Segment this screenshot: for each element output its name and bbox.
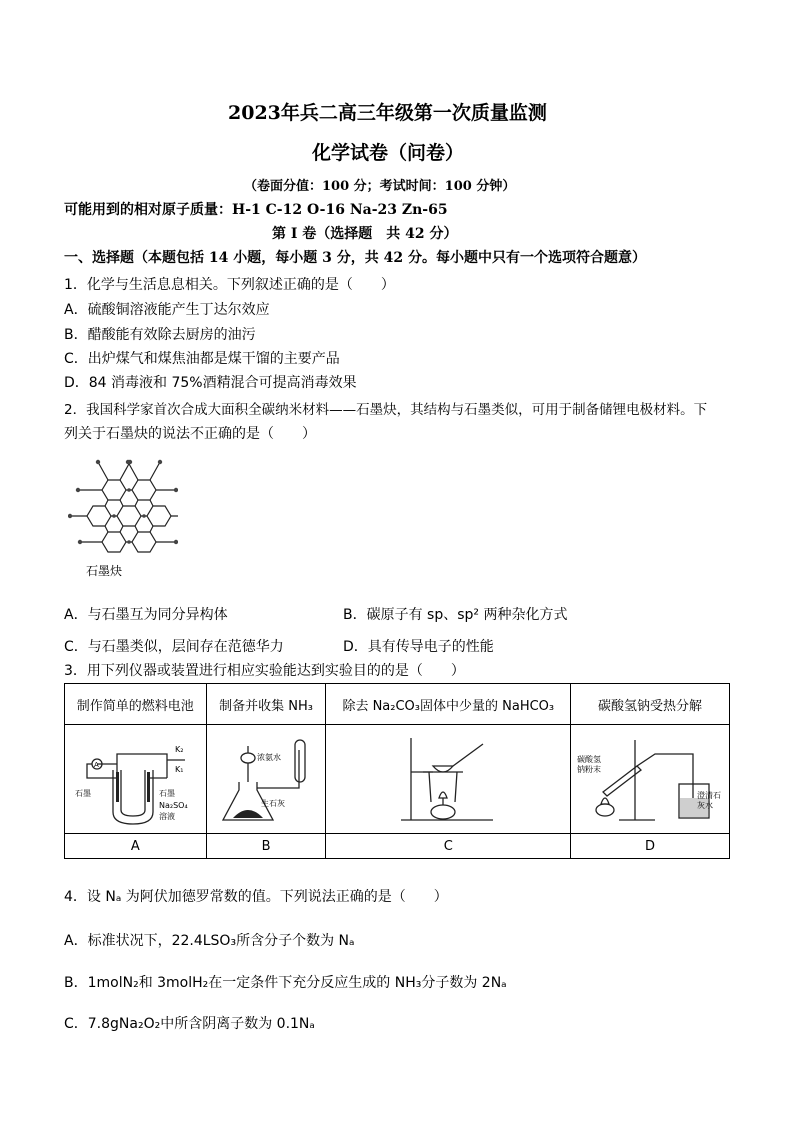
q1-option-b: B．醋酸能有效除去厨房的油污: [64, 327, 256, 343]
q3-figure-cell-d: [571, 725, 730, 834]
label-na2so4: Na₂SO₄: [159, 800, 188, 810]
label-quicklime: 生石灰: [261, 798, 286, 808]
label-k1: K₁: [175, 764, 184, 774]
q3-figure-cell-a: [65, 725, 207, 834]
q4-stem: 4．设 Nₐ 为阿伏加德罗常数的值。下列说法正确的是（ ）: [64, 889, 448, 905]
q3-header-b: 制备并收集 NH₃: [206, 684, 326, 725]
label-limewater-2: 灰水: [697, 800, 714, 810]
q2-option-b: B．碳原子有 sp、sp² 两种杂化方式: [343, 607, 568, 623]
crucible-heating-apparatus: [393, 732, 503, 827]
label-k2: K₂: [175, 744, 184, 754]
q3-stem: 3．用下列仪器或装置进行相应实验能达到实验目的的是（ ）: [64, 663, 465, 679]
section-title: 一、选择题（本题包括 14 小题，每小题 3 分，共 42 分。每小题中只有一个选项符合题意）: [64, 250, 646, 266]
graphyne-structure-figure: [68, 458, 178, 553]
nahco3-decomposition-apparatus: [575, 732, 725, 827]
q2-option-d: D．具有传导电子的性能: [343, 639, 494, 655]
graphyne-caption: 石墨炔: [86, 564, 123, 578]
q1-stem: 1．化学与生活息息相关。下列叙述正确的是（ ）: [64, 277, 395, 293]
label-nahco3-2: 钠粉末: [577, 764, 602, 774]
part-title: 第 I 卷（选择题 共 42 分）: [272, 226, 458, 242]
svg-text:A: A: [94, 760, 100, 769]
q2-option-a: A．与石墨互为同分异构体: [64, 607, 228, 623]
ammonia-prep-apparatus: [211, 732, 321, 827]
exam-title: 2023年兵二高三年级第一次质量监测: [228, 102, 547, 124]
q3-label-c: C: [326, 834, 571, 859]
label-graphite-right: 石墨: [159, 788, 176, 798]
q3-header-c: 除去 Na₂CO₃固体中少量的 NaHCO₃: [326, 684, 571, 725]
atomic-masses: 可能用到的相对原子质量：H-1 C-12 O-16 Na-23 Zn-65: [64, 202, 448, 218]
q2-stem-line2: 列关于石墨炔的说法不正确的是（ ）: [64, 426, 316, 442]
q4-option-a: A．标准状况下，22.4LSO₃所含分子个数为 Nₐ: [64, 933, 355, 949]
exam-meta: （卷面分值：100 分；考试时间：100 分钟）: [244, 179, 516, 194]
q3-label-a: A: [65, 834, 207, 859]
q1-option-a: A．硫酸铜溶液能产生丁达尔效应: [64, 302, 270, 318]
q3-header-a: 制作简单的燃料电池: [65, 684, 207, 725]
label-graphite-left: 石墨: [75, 788, 92, 798]
q3-label-b: B: [206, 834, 326, 859]
q3-figure-cell-c: [326, 725, 571, 834]
q3-figure-cell-b: [206, 725, 326, 834]
label-nahco3-1: 碳酸氢: [577, 754, 602, 764]
fuel-cell-apparatus: [75, 732, 195, 827]
exam-subtitle: 化学试卷（问卷）: [312, 142, 465, 164]
q1-option-c: C．出炉煤气和煤焦油都是煤干馏的主要产品: [64, 351, 340, 367]
q3-header-d: 碳酸氢钠受热分解: [571, 684, 730, 725]
q2-option-c: C．与石墨类似，层间存在范德华力: [64, 639, 284, 655]
label-solution: 溶液: [159, 811, 176, 821]
q4-option-b: B．1molN₂和 3molH₂在一定条件下充分反应生成的 NH₃分子数为 2Nₐ: [64, 975, 507, 991]
q2-stem-line1: 2．我国科学家首次合成大面积全碳纳米材料——石墨炔，其结构与石墨类似，可用于制备储锂电极材料。下: [64, 402, 708, 418]
label-conc-ammonia: 浓氨水: [257, 752, 282, 762]
label-limewater-1: 澄清石: [697, 790, 722, 800]
q3-apparatus-table: [64, 683, 730, 859]
q4-option-c: C．7.8gNa₂O₂中所含阴离子数为 0.1Nₐ: [64, 1016, 315, 1032]
q1-option-d: D．84 消毒液和 75%酒精混合可提高消毒效果: [64, 375, 357, 391]
q3-label-d: D: [571, 834, 730, 859]
